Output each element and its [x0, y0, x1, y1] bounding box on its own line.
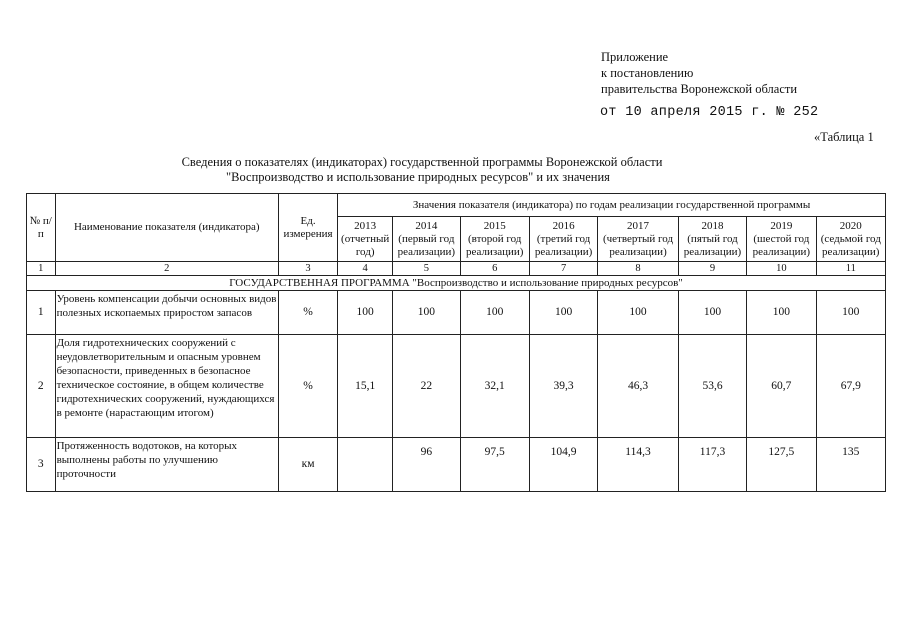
row-number: 3 [27, 438, 56, 492]
unit-cell: % [278, 291, 337, 335]
year-note: (четвертый год реализации) [602, 232, 674, 258]
column-number: 3 [278, 262, 337, 276]
value-cell: 100 [816, 291, 885, 335]
column-number: 8 [598, 262, 679, 276]
header-unit: Ед. измерения [278, 194, 337, 262]
year-label: 2018 [701, 219, 724, 232]
value-cell: 46,3 [598, 335, 679, 438]
value-cell: 100 [338, 291, 393, 335]
indicators-table [26, 193, 886, 492]
year-label: 2016 [552, 219, 575, 232]
value-cell: 97,5 [460, 438, 529, 492]
header-number: № п/п [27, 194, 56, 262]
indicator-name: Протяженность водотоков, на которых выполнены работы по улучшению проточности [55, 438, 278, 492]
year-label: 2017 [627, 219, 650, 232]
column-number: 4 [338, 262, 393, 276]
year-note: (пятый год реализации) [683, 232, 742, 258]
resolution-label: к постановлению [601, 66, 694, 80]
year-header [393, 217, 460, 262]
value-cell: 67,9 [816, 335, 885, 438]
year-header [460, 217, 529, 262]
value-cell: 100 [678, 291, 746, 335]
table-row [27, 438, 886, 492]
value-cell: 96 [393, 438, 460, 492]
value-cell: 15,1 [338, 335, 393, 438]
header-name: Наименование показателя (индикатора) [55, 194, 278, 262]
table-number: «Таблица 1 [814, 130, 874, 144]
indicator-name: Доля гидротехнических сооружений с неудовлетворительным и опасным уровнем безопасности, приведенных в безопасное техническое состояние, в общем количестве гидротехнических сооружений, нуждающихся в ремонте (нарастающим итогом) [55, 335, 278, 438]
year-label: 2013 [354, 219, 377, 232]
year-label: 2015 [483, 219, 506, 232]
value-cell: 135 [816, 438, 885, 492]
appendix-label: Приложение [601, 50, 669, 64]
value-cell: 100 [747, 291, 816, 335]
column-number: 11 [816, 262, 885, 276]
year-label: 2020 [839, 219, 862, 232]
column-number: 2 [55, 262, 278, 276]
year-note: (второй год реализации) [465, 232, 524, 258]
year-header [338, 217, 393, 262]
document-date: от 10 апреля 2015 г. № 252 [600, 105, 819, 120]
year-note: (отчетный год) [341, 232, 390, 258]
column-numbers-row [27, 262, 886, 276]
column-number: 10 [747, 262, 816, 276]
value-cell: 60,7 [747, 335, 816, 438]
value-cell: 100 [460, 291, 529, 335]
year-header [816, 217, 885, 262]
value-cell: 100 [529, 291, 597, 335]
year-header [598, 217, 679, 262]
column-number: 9 [678, 262, 746, 276]
year-note: (седьмой год реализации) [820, 232, 881, 258]
table-row [27, 335, 886, 438]
year-label: 2014 [415, 219, 438, 232]
column-number: 5 [393, 262, 460, 276]
column-number: 7 [529, 262, 597, 276]
year-header [678, 217, 746, 262]
value-cell: 53,6 [678, 335, 746, 438]
program-title: ГОСУДАРСТВЕННАЯ ПРОГРАММА "Воспроизводство и использование природных ресурсов" [27, 276, 886, 291]
value-cell: 100 [598, 291, 679, 335]
value-cell: 100 [393, 291, 460, 335]
year-header [747, 217, 816, 262]
value-cell: 32,1 [460, 335, 529, 438]
value-cell: 117,3 [678, 438, 746, 492]
program-row [27, 276, 886, 291]
page-subtitle: "Воспроизводство и использование природных ресурсов" и их значения [226, 170, 610, 184]
row-number: 1 [27, 291, 56, 335]
page-title: Сведения о показателях (индикаторах) государственной программы Воронежской области [181, 155, 663, 169]
table-row [27, 291, 886, 335]
unit-cell: км [278, 438, 337, 492]
year-note: (шестой год реализации) [752, 232, 811, 258]
value-cell [338, 438, 393, 492]
value-cell: 114,3 [598, 438, 679, 492]
row-number: 2 [27, 335, 56, 438]
value-cell: 127,5 [747, 438, 816, 492]
column-number: 1 [27, 262, 56, 276]
value-cell: 104,9 [529, 438, 597, 492]
year-note: (первый год реализации) [397, 232, 456, 258]
table-header-row [27, 194, 886, 217]
government-label: правительства Воронежской области [601, 82, 798, 96]
indicator-name: Уровень компенсации добычи основных видов полезных ископаемых приростом запасов [55, 291, 278, 335]
value-cell: 39,3 [529, 335, 597, 438]
header-group: Значения показателя (индикатора) по годам реализации государственной программы [338, 194, 886, 217]
year-header [529, 217, 597, 262]
column-number: 6 [460, 262, 529, 276]
value-cell: 22 [393, 335, 460, 438]
unit-cell: % [278, 335, 337, 438]
year-note: (третий год реализации) [534, 232, 593, 258]
year-label: 2019 [770, 219, 793, 232]
